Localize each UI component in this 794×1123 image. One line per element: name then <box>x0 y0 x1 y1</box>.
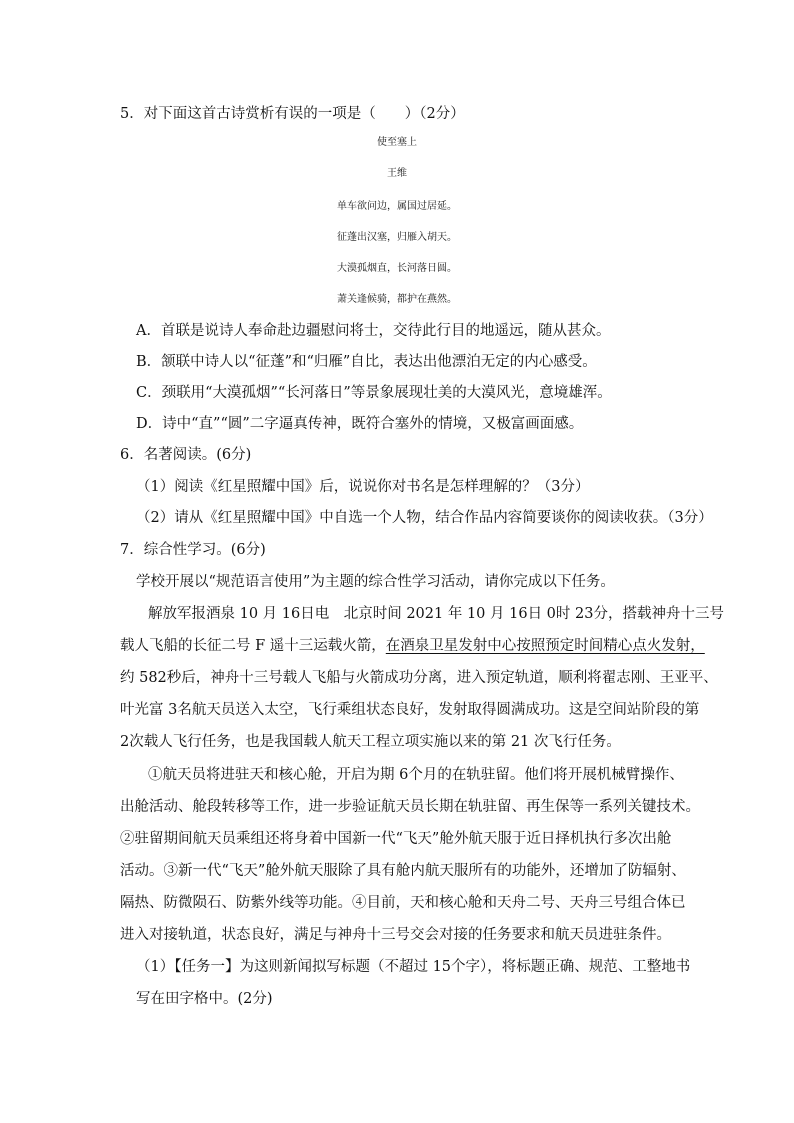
question-7-intro: 学校开展以“规范语言使用”为主题的综合性学习活动，请你完成以下任务。 <box>136 574 615 590</box>
poem-line-3: 大漠孤烟直，长河落日圆。 <box>337 263 457 274</box>
poem-line-1: 单车欲问边，属国过居延。 <box>337 201 457 212</box>
news-p1-line-1: 解放军报酒泉 10 月 16日电 北京时间 2021 年 10 月 16日 0时 23分，搭载神舟十三号 <box>148 606 724 622</box>
news-p1-line-4: 叶光富 3名航天员送入太空，飞行乘组状态良好，发射取得圆满成功。这是空间站阶段的第 <box>120 702 700 718</box>
question-5-stem: 5．对下面这首古诗赏析有误的一项是（ ）（2分） <box>120 106 465 122</box>
news-p1-line-3: 约 582秒后，神舟十三号载人飞船与火箭成功分离，进入预定轨道，顺利将翟志刚、王亚平、 <box>120 670 718 686</box>
underlined-sentence: 在酒泉卫星发射中心按照预定时间精心点火发射， <box>385 638 705 654</box>
news-p2-line-4: 活动。③新一代“飞天”舱外航天服除了具有舱内航天服所有的功能外，还增加了防辐射、 <box>120 863 686 879</box>
poem-title: 使至塞上 <box>377 137 417 148</box>
news-p2-line-6: 进入对接轨道，状态良好，满足与神舟十三号交会对接的任务要求和航天员进驻条件。 <box>120 927 671 943</box>
poem-author: 王维 <box>387 168 407 179</box>
news-p1-line-2-text: 载人飞船的长征二号 F 遥十三运载火箭， <box>120 638 386 654</box>
option-d: D．诗中“直”“圆”二字逼真传神，既符合塞外的情境，又极富画面感。 <box>136 416 584 432</box>
question-7-stem: 7．综合性学习。(6分) <box>120 542 266 558</box>
poem-line-2: 征蓬出汉塞，归雁入胡天。 <box>337 232 457 243</box>
option-b: B．颔联中诗人以“征蓬”和“归雁”自比，表达出他漂泊无定的内心感受。 <box>136 354 597 370</box>
news-p2-line-1: ①航天员将进驻天和核心舱，开启为期 6个月的在轨驻留。他们将开展机械臂操作、 <box>148 767 684 783</box>
task-1-line-2: 写在田字格中。(2分) <box>136 991 273 1007</box>
question-6-item-2: （2）请从《红星照耀中国》中自选一个人物，结合作品内容简要谈你的阅读收获。（3分） <box>136 510 713 526</box>
news-p1-line-5: 2次载人飞行任务，也是我国载人航天工程立项实施以来的第 21 次飞行任务。 <box>120 734 621 750</box>
question-6-stem: 6．名著阅读。(6分) <box>120 447 252 463</box>
news-p2-line-5: 隔热、防微陨石、防紫外线等功能。④目前，天和核心舱和天舟二号、天舟三号组合体已 <box>120 895 686 911</box>
news-p1-line-2 <box>120 636 705 656</box>
poem-line-4: 萧关逢候骑，都护在燕然。 <box>337 294 457 305</box>
option-c: C．颈联用“大漠孤烟”“长河落日”等景象展现壮美的大漠风光，意境雄浑。 <box>136 385 612 401</box>
option-a: A．首联是说诗人奉命赴边疆慰问将士，交待此行目的地遥远，随从甚众。 <box>136 323 611 339</box>
news-p2-line-3: ②驻留期间航天员乘组还将身着中国新一代“飞天”舱外航天服于近日择机执行多次出舱 <box>120 831 672 847</box>
news-p2-line-2: 出舱活动、舱段转移等工作，进一步验证航天员长期在轨驻留、再生保等一系列关键技术。 <box>120 799 700 815</box>
question-6-item-1: （1）阅读《红星照耀中国》后，说说你对书名是怎样理解的？（3分） <box>136 479 590 495</box>
task-1-line-1: （1）【任务一】为这则新闻拟写标题（不超过 15个字），将标题正确、规范、工整地书 <box>136 959 691 975</box>
